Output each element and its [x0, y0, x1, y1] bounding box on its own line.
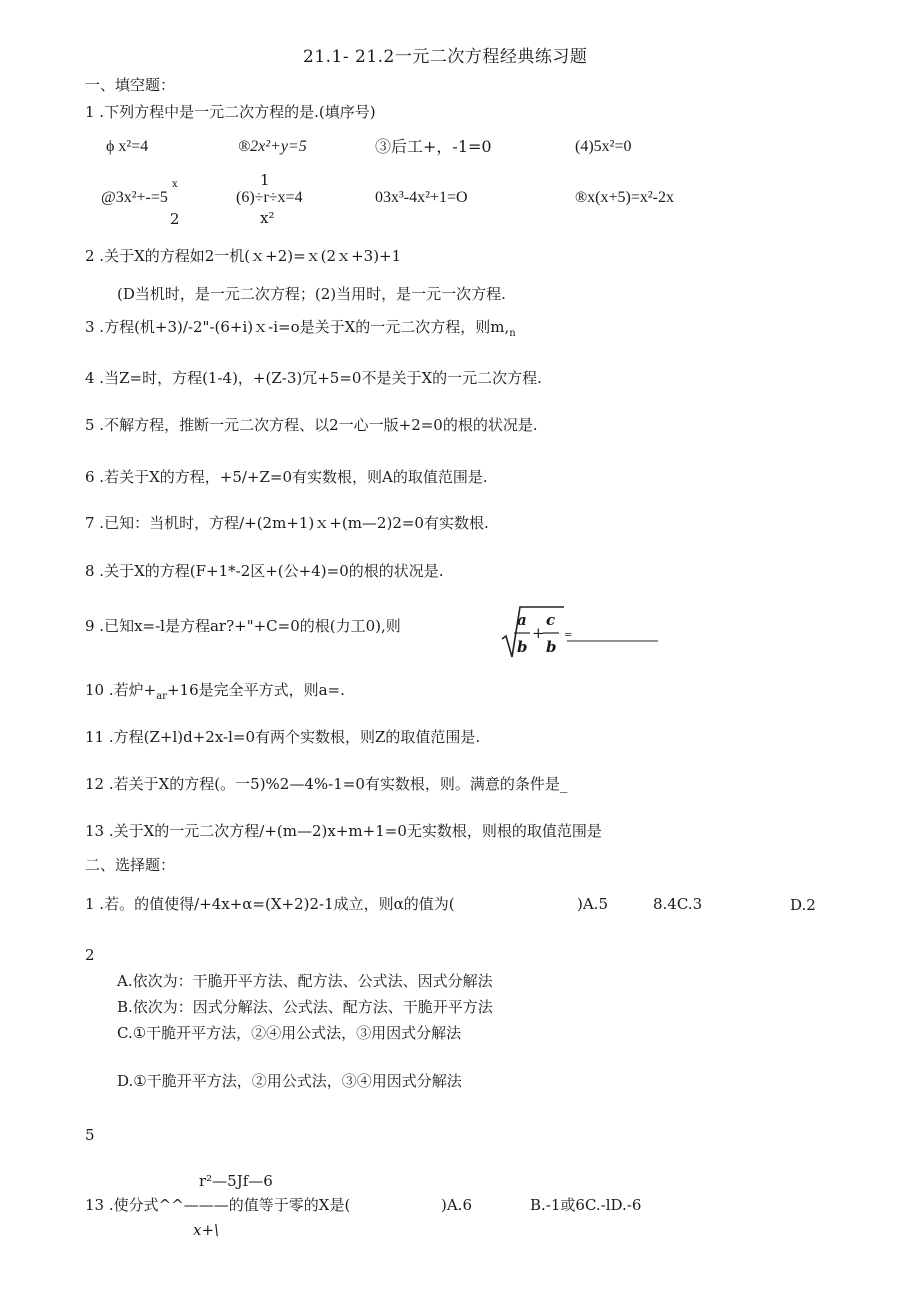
- q9-denominator-b2: b: [546, 638, 557, 656]
- q1-option-1: ϕ x²=4: [106, 138, 149, 155]
- q1-option-3: ③后工+，-1=0: [375, 137, 492, 156]
- choice-question-2-number: 2: [85, 946, 95, 964]
- choice-question-13-stem: 13 .使分式^^———的值等于零的X是(: [85, 1196, 351, 1214]
- q9-equals: =: [564, 630, 573, 641]
- q9-numerator-a: a: [517, 611, 527, 629]
- choice-q13-denominator: x+\: [193, 1221, 220, 1239]
- q1-option-6-denominator: x²: [260, 209, 275, 227]
- question-9-stem: 9 .已知x=-l是方程ar?+"+C=0的根(力工0),则: [85, 617, 401, 635]
- choice-q2-option-a: A.依次为：干脆开平方法、配方法、公式法、因式分解法: [117, 972, 493, 990]
- q9-radical-expression: [500, 603, 670, 663]
- choice-question-1-stem: 1 .若。的值使得/+4x+α=(X+2)2-1成立，则α的值为(: [85, 895, 455, 913]
- choice-question-1-options: 8.4C.3: [653, 895, 703, 913]
- q1-option-2: ®2x²+y=5: [238, 138, 307, 155]
- choice-question-1-option-d: D.2: [790, 896, 816, 914]
- question-5-stem: 5 .不解方程，推断一元二次方程、以2一心一版+2=0的根的状况是.: [85, 416, 538, 434]
- section-heading-choice: 二、选择题：: [85, 856, 176, 874]
- q1-option-5: @3x²+-=5: [101, 189, 168, 206]
- q1-option-7: 03x³-4x²+1=O: [375, 189, 468, 206]
- q1-option-8: ®x(x+5)=x²-2x: [575, 189, 674, 206]
- question-8-stem: 8 .关于X的方程(F+1*-2区+(公+4)=0的根的状况是.: [85, 562, 444, 580]
- question-2-sub: (D当机时，是一元二次方程；(2)当用时，是一元一次方程.: [117, 285, 506, 303]
- question-1-stem: 1 .下列方程中是一元二次方程的是.(填序号): [85, 103, 376, 121]
- question-11-stem: 11 .方程(Z+l)d+2x-l=0有两个实数根，则Z的取值范围是.: [85, 728, 481, 746]
- q9-denominator-b1: b: [517, 638, 528, 656]
- choice-q13-numerator: r²—5Jf—6: [199, 1172, 273, 1190]
- section-heading-fill-blank: 一、填空题：: [85, 76, 176, 94]
- question-4-stem: 4 .当Z=时，方程(1-4)，+(Z-3)冗+5=0不是关于X的一元二次方程.: [85, 369, 542, 387]
- q1-option-5-denominator: 2: [170, 210, 180, 228]
- q1-option-4: (4)5x²=0: [575, 138, 632, 155]
- q1-option-6: (6)÷r÷x=4: [236, 189, 303, 206]
- choice-q2-option-d: D.①干脆开平方法，②用公式法，③④用因式分解法: [117, 1072, 462, 1090]
- q1-option-5-numerator: x: [172, 179, 178, 190]
- question-10-stem: 10 .若炉$+_{ar}+16$是完全平方式，则a=.: [85, 681, 345, 702]
- question-6-stem: 6 .若关于X的方程，+5/+Z=0有实数根，则A的取值范围是.: [85, 468, 488, 486]
- choice-question-13-options: B.-1或6C.-lD.-6: [530, 1196, 642, 1214]
- q9-plus: +: [532, 624, 545, 642]
- question-3-stem: 3 .方程(机+3)/-2"-(6+i)ｘ-i=o是关于X的一元二次方程，则$m,_n$: [85, 318, 516, 339]
- choice-question-13-close: )A.6: [441, 1196, 472, 1214]
- choice-q2-option-b: B.依次为：因式分解法、公式法、配方法、干脆开平方法: [117, 998, 493, 1016]
- question-13-stem: 13 .关于X的一元二次方程/+(m—2)x+m+1=0无实数根，则根的取值范围是: [85, 822, 602, 840]
- choice-question-1-close: )A.5: [577, 895, 608, 913]
- question-12-stem: 12 .若关于X的方程(。一5)%2—4%-1=0有实数根，则。满意的条件是_: [85, 775, 568, 793]
- q1-option-6-numerator: 1: [260, 171, 270, 189]
- choice-question-5-number: 5: [85, 1126, 95, 1144]
- page-title: 21.1- 21.2一元二次方程经典练习题: [303, 47, 588, 67]
- question-2-stem: 2 .关于X的方程如2一机(ｘ+2)=ｘ(2ｘ+3)+1: [85, 247, 402, 265]
- question-7-stem: 7 .已知：当机时，方程/+(2m+1)ｘ+(m—2)2=0有实数根.: [85, 514, 489, 532]
- q9-numerator-c: c: [546, 611, 556, 629]
- choice-q2-option-c: C.①干脆开平方法，②④用公式法，③用因式分解法: [117, 1024, 462, 1042]
